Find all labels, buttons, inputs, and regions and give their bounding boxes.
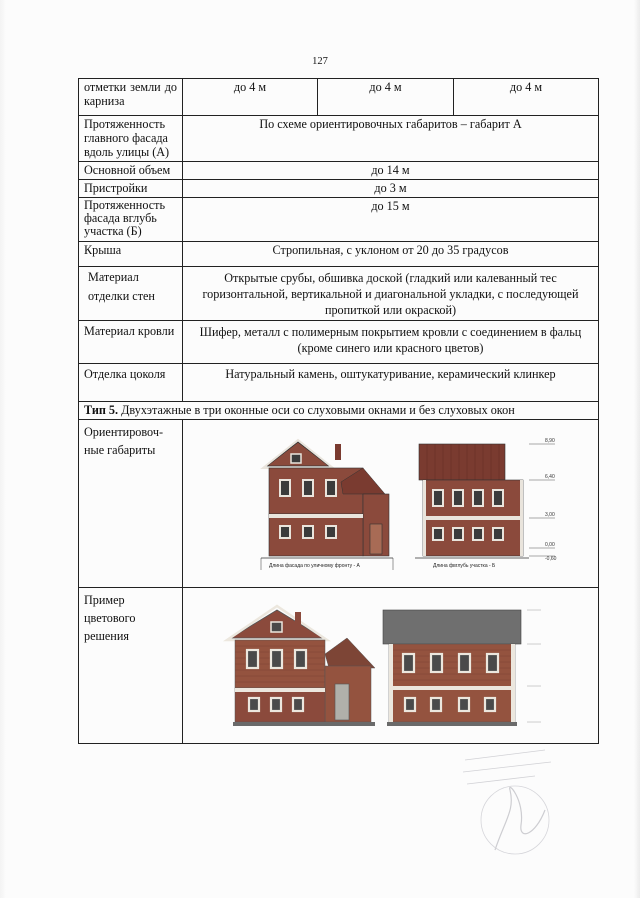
front-length-label: Протяженность главного фасада вдоль улицы (А) — [79, 116, 183, 162]
type5-title: Двухэтажные в три оконные оси со слуховыми окнами и без слуховых окон — [121, 403, 515, 417]
plinth-label: Отделка цоколя — [79, 364, 183, 402]
caption-front: Длина фасада по уличному фронту - А — [269, 563, 360, 569]
dimensions-drawing-cell — [183, 420, 599, 588]
main-volume-label: Основной объем — [79, 162, 183, 180]
extensions-label: Пристройки — [79, 180, 183, 198]
table-row — [79, 180, 599, 198]
main-volume-value: до 14 м — [183, 162, 599, 180]
depth-length-label: Протяженность фасада вглубь участка (Б) — [79, 198, 183, 242]
table-row — [79, 198, 599, 242]
table-row — [79, 321, 599, 364]
table-row — [79, 242, 599, 267]
front-length-value: По схеме ориентировочных габаритов – габарит А — [183, 116, 599, 162]
roofing-material-label: Материал кровли — [79, 321, 183, 364]
front-facade-color — [227, 606, 375, 726]
signature-stamp — [455, 740, 565, 860]
elevation-mark: -0,60 — [545, 556, 557, 562]
extensions-value: до 3 м — [183, 180, 599, 198]
side-facade-drawing — [415, 444, 529, 558]
height-value-3: до 4 м — [454, 79, 599, 116]
specification-table — [78, 78, 599, 744]
elevation-mark: 6,40 — [545, 474, 555, 480]
height-value-2: до 4 м — [318, 79, 454, 116]
table-row — [79, 116, 599, 162]
table-row — [79, 588, 599, 744]
type5-label: Тип 5. — [84, 403, 119, 417]
roofing-material-value: Шифер, металл с полимерным покрытием кровли с соединением в фальц (кроме синего или красного цветов) — [183, 321, 599, 364]
page-number: 127 — [312, 56, 328, 67]
depth-length-value: до 15 м — [183, 198, 599, 242]
elevation-drawing — [183, 420, 595, 584]
table-row — [79, 364, 599, 402]
table-row — [79, 79, 599, 116]
front-facade-drawing — [261, 440, 393, 570]
table-row — [79, 420, 599, 588]
type5-heading — [79, 402, 599, 420]
color-example-label: Пример цветового решения — [79, 588, 183, 744]
height-label: отметки земли до карниза — [79, 79, 183, 116]
dimensions-label: Ориентировоч-ные габариты — [79, 420, 183, 588]
plinth-value: Натуральный камень, оштукатуривание, керамический клинкер — [183, 364, 599, 402]
roof-label: Крыша — [79, 242, 183, 267]
elevation-scale — [529, 444, 555, 556]
table-row — [79, 162, 599, 180]
table-row — [79, 402, 599, 420]
table-row — [79, 267, 599, 321]
elevation-mark: 3,00 — [545, 512, 555, 518]
side-facade-color — [383, 610, 521, 726]
wall-material-value: Открытые срубы, обшивка доской (гладкий или калеванный тес горизонтальной, вертикальной и диагональной укладки, с последующей пропиткой или окраской) — [183, 267, 599, 321]
caption-depth: Длина фвглубь участка - Б — [433, 563, 496, 569]
roof-value: Стропильная, с уклоном от 20 до 35 градусов — [183, 242, 599, 267]
color-example-drawing — [183, 588, 595, 740]
height-value-1: до 4 м — [183, 79, 318, 116]
color-elevation-scale — [527, 610, 541, 722]
elevation-mark: 8,90 — [545, 438, 555, 444]
color-example-cell — [183, 588, 599, 744]
elevation-mark: 0,00 — [545, 542, 555, 548]
wall-material-label: Материал отделки стен — [79, 267, 183, 321]
